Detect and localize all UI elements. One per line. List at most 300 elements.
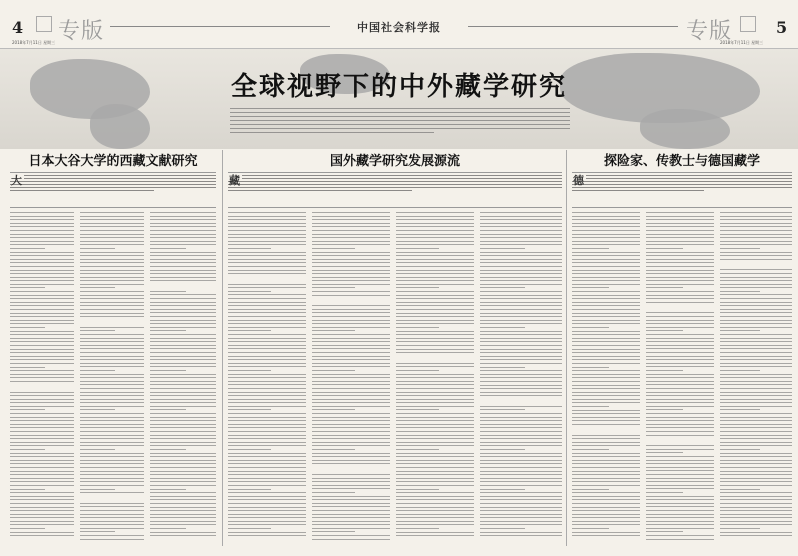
text-column — [10, 212, 74, 539]
text-line — [720, 524, 792, 525]
text-line — [646, 295, 714, 296]
text-line — [80, 244, 144, 245]
text-line — [572, 363, 640, 364]
text-line — [228, 377, 306, 378]
text-line — [646, 323, 714, 324]
text-line — [480, 471, 562, 472]
text-line — [646, 420, 714, 421]
text-line — [396, 363, 474, 364]
text-line — [80, 341, 144, 342]
text-line — [10, 370, 74, 371]
text-line — [480, 442, 562, 443]
text-line — [480, 456, 562, 457]
text-line — [646, 370, 683, 371]
text-line — [396, 399, 474, 400]
text-line — [572, 266, 640, 267]
text-line — [228, 291, 271, 292]
text-line — [228, 244, 306, 245]
text-line — [150, 255, 216, 256]
text-line — [396, 420, 474, 421]
text-line — [150, 503, 216, 504]
text-line — [646, 467, 714, 468]
text-line — [396, 496, 474, 497]
text-line — [572, 341, 640, 342]
text-line — [228, 485, 306, 486]
text-line — [312, 435, 390, 436]
text-line — [572, 252, 640, 253]
text-line — [720, 352, 792, 353]
text-line — [312, 266, 390, 267]
text-line — [228, 374, 306, 375]
text-line — [396, 431, 474, 432]
text-line — [80, 517, 144, 518]
section-box-icon — [740, 16, 756, 32]
text-line — [312, 226, 390, 227]
text-line — [150, 524, 216, 525]
text-line — [396, 449, 439, 450]
text-line — [572, 381, 640, 382]
text-line — [80, 270, 144, 271]
text-line — [312, 327, 390, 328]
text-line — [80, 496, 144, 497]
text-line — [80, 262, 144, 263]
text-line — [80, 442, 144, 443]
text-line — [80, 345, 144, 346]
text-line — [228, 223, 306, 224]
text-line — [312, 409, 355, 410]
text-line — [480, 320, 562, 321]
text-line — [228, 517, 306, 518]
text-line — [80, 348, 144, 349]
text-line — [80, 226, 144, 227]
text-line — [572, 323, 640, 324]
page-number-left: 4 — [12, 18, 24, 37]
text-line — [646, 252, 714, 253]
text-line — [150, 338, 216, 339]
text-line — [646, 305, 714, 306]
text-line — [312, 277, 390, 278]
text-line — [572, 456, 640, 457]
header-rule-left — [110, 26, 330, 27]
text-line — [228, 230, 306, 231]
text-line — [572, 302, 640, 303]
text-line — [10, 349, 74, 350]
article-title: 日本大谷大学的西藏文献研究 — [28, 154, 198, 169]
text-line — [10, 331, 74, 332]
text-line — [646, 506, 714, 507]
feature-intro — [230, 108, 570, 134]
text-line — [80, 327, 144, 328]
text-line — [80, 539, 144, 540]
text-line — [10, 510, 74, 511]
text-line — [150, 521, 216, 522]
text-line — [646, 463, 714, 464]
text-line — [572, 535, 640, 536]
text-line — [646, 341, 714, 342]
text-line — [480, 517, 562, 518]
text-line — [80, 374, 144, 375]
text-line — [312, 359, 390, 360]
text-line — [572, 514, 640, 515]
text-line — [228, 499, 306, 500]
text-line — [10, 514, 74, 515]
text-line — [480, 367, 525, 368]
text-line — [720, 223, 792, 224]
section-label-right: 专版 — [686, 19, 733, 44]
text-line — [720, 442, 792, 443]
text-line — [646, 485, 714, 486]
text-line — [150, 463, 216, 464]
text-line — [396, 474, 474, 475]
text-line — [150, 212, 216, 213]
text-line — [10, 270, 74, 271]
text-line — [572, 402, 640, 403]
text-line — [480, 485, 562, 486]
text-line — [150, 323, 216, 324]
text-line — [228, 287, 306, 288]
text-line — [646, 460, 714, 461]
text-line — [80, 521, 144, 522]
text-line — [720, 413, 792, 414]
text-line — [480, 212, 562, 213]
text-line — [572, 377, 640, 378]
text-line — [572, 259, 640, 260]
text-line — [312, 234, 390, 235]
text-line — [480, 449, 525, 450]
text-line — [228, 363, 306, 364]
text-line — [720, 510, 792, 511]
text-line — [480, 424, 562, 425]
text-line — [228, 348, 306, 349]
text-line — [228, 366, 306, 367]
text-line — [312, 399, 390, 400]
text-line — [396, 388, 474, 389]
text-line — [396, 230, 474, 231]
text-line — [720, 535, 792, 536]
text-line — [312, 298, 390, 299]
text-line — [720, 456, 792, 457]
text-line — [312, 230, 390, 231]
text-line — [10, 463, 74, 464]
text-line — [480, 327, 525, 328]
text-line — [10, 392, 74, 393]
text-line — [10, 212, 74, 213]
text-line — [312, 259, 390, 260]
text-line — [228, 453, 306, 454]
text-line — [150, 417, 216, 418]
text-line — [480, 226, 562, 227]
text-line — [10, 460, 74, 461]
text-line — [480, 363, 562, 364]
text-line — [646, 377, 714, 378]
text-line — [10, 334, 74, 335]
text-line — [646, 438, 714, 439]
text-line — [228, 514, 306, 515]
text-line — [572, 331, 640, 332]
text-line — [80, 252, 144, 253]
text-line — [150, 374, 216, 375]
text-line — [572, 334, 640, 335]
text-line — [80, 277, 144, 278]
text-line — [312, 406, 390, 407]
text-line — [480, 305, 562, 306]
text-line — [80, 456, 144, 457]
text-line — [10, 345, 74, 346]
text-line — [150, 277, 216, 278]
text-line — [646, 452, 683, 453]
text-line — [646, 223, 714, 224]
text-line — [720, 445, 792, 446]
text-line — [150, 460, 216, 461]
text-line — [312, 338, 390, 339]
text-line — [80, 259, 144, 260]
text-line — [572, 291, 640, 292]
continent-shape — [90, 104, 150, 149]
text-line — [572, 234, 640, 235]
text-line — [396, 528, 439, 529]
text-line — [396, 467, 474, 468]
text-line — [720, 302, 792, 303]
text-line — [80, 449, 115, 450]
text-line — [572, 248, 609, 249]
text-line — [646, 456, 714, 457]
text-line — [646, 488, 714, 489]
text-line — [80, 489, 115, 490]
text-line — [480, 349, 562, 350]
text-line — [10, 524, 74, 525]
text-line — [312, 456, 390, 457]
text-line — [480, 474, 562, 475]
text-line — [720, 485, 792, 486]
text-line — [646, 409, 683, 410]
text-line — [80, 316, 144, 317]
text-line — [10, 244, 74, 245]
text-line — [480, 385, 562, 386]
text-line — [480, 420, 562, 421]
text-line — [228, 392, 306, 393]
text-line — [480, 291, 562, 292]
text-line — [228, 234, 306, 235]
text-line — [228, 395, 306, 396]
text-line — [396, 287, 439, 288]
text-line — [646, 539, 714, 540]
article-lead — [10, 172, 216, 208]
text-line — [150, 259, 216, 260]
text-line — [228, 449, 271, 450]
text-line — [150, 237, 216, 238]
text-line — [80, 460, 144, 461]
text-line — [396, 471, 474, 472]
text-line — [396, 323, 474, 324]
text-line — [480, 427, 562, 428]
text-line — [150, 241, 216, 242]
text-line — [228, 255, 306, 256]
text-line — [646, 395, 714, 396]
text-line — [480, 262, 562, 263]
text-line — [10, 234, 74, 235]
text-line — [646, 216, 714, 217]
text-line — [80, 471, 144, 472]
text-line — [10, 442, 74, 443]
text-line — [480, 277, 562, 278]
text-line — [228, 460, 306, 461]
text-line — [150, 438, 216, 439]
text-line — [646, 413, 714, 414]
text-line — [80, 305, 144, 306]
text-line — [228, 467, 306, 468]
text-line — [480, 453, 562, 454]
text-line — [10, 248, 45, 249]
text-line — [396, 226, 474, 227]
text-line — [80, 237, 144, 238]
text-line — [150, 309, 216, 310]
text-line — [228, 406, 306, 407]
text-line — [10, 489, 45, 490]
text-line — [10, 316, 74, 317]
text-line — [80, 438, 144, 439]
text-line — [572, 338, 640, 339]
text-line — [396, 266, 474, 267]
text-line — [228, 388, 306, 389]
text-line — [312, 510, 390, 511]
text-line — [312, 431, 390, 432]
text-line — [720, 528, 760, 529]
text-line — [720, 420, 792, 421]
text-line — [646, 273, 714, 274]
text-line — [480, 280, 562, 281]
text-line — [646, 237, 714, 238]
text-line — [10, 230, 74, 231]
text-line — [396, 219, 474, 220]
text-line — [80, 381, 144, 382]
text-line — [480, 524, 562, 525]
text-line — [396, 417, 474, 418]
text-line — [10, 295, 74, 296]
text-line — [150, 431, 216, 432]
text-line — [150, 449, 186, 450]
text-line — [80, 514, 144, 515]
text-line — [312, 241, 390, 242]
text-line — [10, 226, 74, 227]
text-line — [720, 499, 792, 500]
text-line — [572, 230, 640, 231]
text-line — [396, 252, 474, 253]
text-line — [228, 492, 306, 493]
text-line — [312, 262, 390, 263]
text-line — [720, 507, 792, 508]
text-line — [150, 359, 216, 360]
text-line — [312, 273, 390, 274]
text-line — [572, 284, 640, 285]
text-line — [312, 488, 390, 489]
text-line — [396, 277, 474, 278]
text-line — [228, 226, 306, 227]
text-line — [10, 262, 74, 263]
text-line — [396, 212, 474, 213]
text-line — [228, 302, 306, 303]
text-line — [396, 280, 474, 281]
text-line — [646, 230, 714, 231]
text-line — [572, 528, 609, 529]
text-line — [720, 237, 792, 238]
text-line — [10, 255, 74, 256]
text-line — [150, 363, 216, 364]
feature-title: 全球视野下的中外藏学研究 — [230, 72, 567, 102]
text-line — [150, 248, 186, 249]
text-line — [150, 496, 216, 497]
text-line — [646, 302, 714, 303]
text-line — [80, 388, 144, 389]
text-line — [572, 223, 640, 224]
text-line — [312, 291, 390, 292]
text-line — [10, 374, 74, 375]
text-line — [150, 366, 216, 367]
text-line — [720, 532, 792, 533]
text-line — [396, 377, 474, 378]
text-line — [150, 510, 216, 511]
text-line — [80, 531, 115, 532]
text-line — [646, 406, 714, 407]
text-line — [720, 298, 792, 299]
text-line — [396, 510, 474, 511]
date-right: 2018年7月11日 星期三 — [720, 40, 764, 45]
text-line — [312, 474, 390, 475]
text-line — [10, 521, 74, 522]
text-line — [480, 431, 562, 432]
text-line — [150, 517, 216, 518]
text-line — [572, 237, 640, 238]
text-line — [80, 241, 144, 242]
text-line — [80, 481, 144, 482]
text-line — [720, 230, 792, 231]
text-line — [80, 392, 144, 393]
text-line — [228, 284, 306, 285]
text-line — [150, 294, 216, 295]
text-line — [720, 244, 792, 245]
text-line — [80, 474, 144, 475]
text-line — [10, 287, 45, 288]
text-line — [10, 385, 74, 386]
column-rule — [222, 150, 223, 546]
text-line — [80, 413, 144, 414]
text-line — [150, 427, 216, 428]
text-line — [228, 431, 306, 432]
text-line — [80, 334, 144, 335]
text-line — [720, 517, 792, 518]
text-line — [480, 341, 562, 342]
text-line — [720, 406, 792, 407]
text-line — [10, 338, 74, 339]
text-line — [720, 284, 792, 285]
text-line — [150, 284, 216, 285]
text-line — [646, 345, 714, 346]
text-line — [646, 531, 683, 532]
text-line — [228, 496, 306, 497]
text-line — [480, 481, 562, 482]
text-line — [10, 367, 45, 368]
text-line — [572, 442, 640, 443]
text-line — [312, 539, 390, 540]
text-line — [312, 312, 390, 313]
text-line — [80, 524, 144, 525]
text-line — [480, 417, 562, 418]
text-line — [396, 384, 474, 385]
text-line — [572, 510, 640, 511]
text-line — [80, 313, 144, 314]
text-line — [720, 291, 760, 292]
text-line — [10, 481, 74, 482]
text-line — [312, 248, 355, 249]
